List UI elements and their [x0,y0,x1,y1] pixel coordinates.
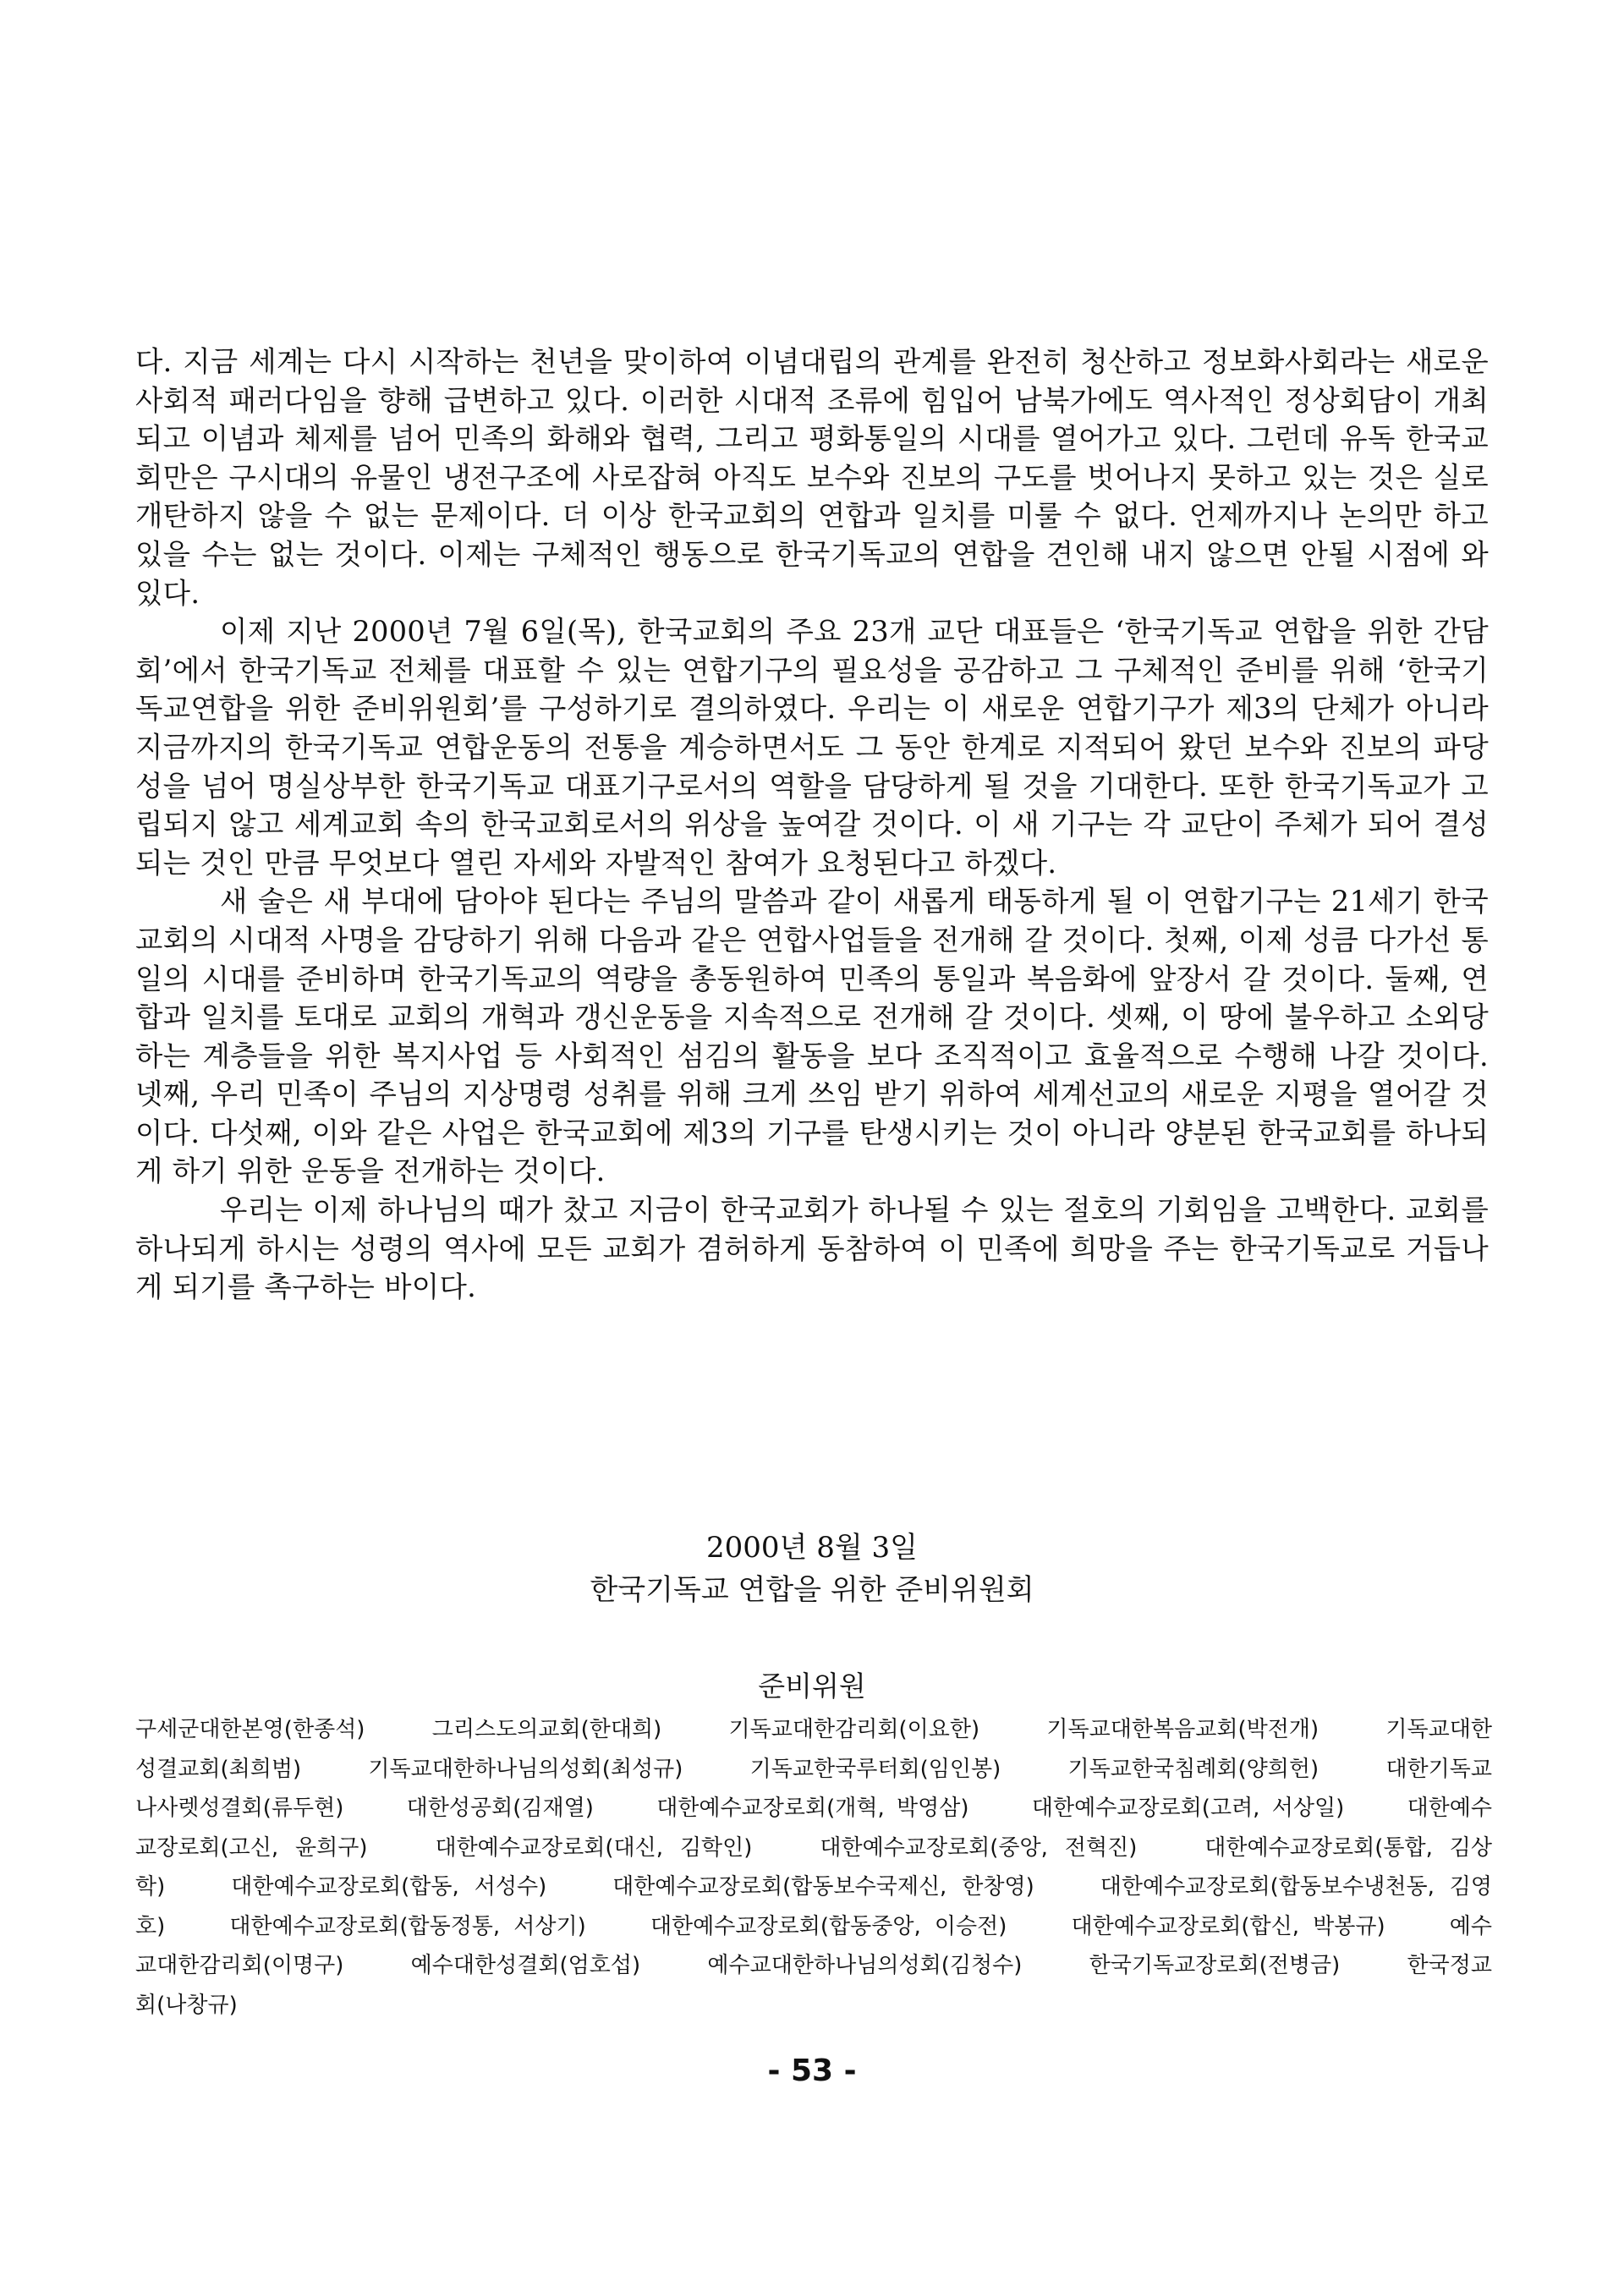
member-item: 대한예수교장로회(합동보수국제신, 한창영) [612,1874,1034,1900]
member-item: 기독교대한하나님의성회(최성규) [368,1756,683,1782]
committee-member-list [135,1710,1492,2025]
paragraph-1: 다. 지금 세계는 다시 시작하는 천년을 맞이하여 이념대립의 관계를 완전히 청산하고 정보화사회라는 새로운 사회적 패러다임을 향해 급변하고 있다. 이러한 시대적 조류에 힘입어 남북가에도 역사적인 정상회담이 개최되고 이념과 체제를 넘어 민족의 화해와 협력, 그리고 평화통일의 시대를 열어가고 있다. 그런데 유독 한국교회만은 구시대의 유물인 냉전구조에 사로잡혀 아직도 보수와 진보의 구도를 벗어나지 못하고 있는 것은 실로 개탄하지 않을 수 없는 문제이다. 더 이상 한국교회의 연합과 일치를 미룰 수 없다. 언제까지나 논의만 하고 있을 수는 없는 것이다. 이제는 구체적인 행동으로 한국기독교의 연합을 견인해 내지 않으면 안될 시점에 와 있다. [135,345,1489,610]
paragraph-3: 새 술은 새 부대에 담아야 된다는 주님의 말씀과 같이 새롭게 태동하게 될 이 연합기구는 21세기 한국교회의 시대적 사명을 감당하기 위해 다음과 같은 연합사업들을 전개해 갈 것이다. 첫째, 이제 성큼 다가선 통일의 시대를 준비하며 한국기독교의 역량을 총동원하여 민족의 통일과 복음화에 앞장서 갈 것이다. 둘째, 연합과 일치를 토대로 교회의 개혁과 갱신운동을 지속적으로 전개해 갈 것이다. 셋째, 이 땅에 불우하고 소외당하는 계층들을 위한 복지사업 등 사회적인 섬김의 활동을 보다 조직적이고 효율적으로 수행해 나갈 것이다. 넷째, 우리 민족이 주님의 지상명령 성취를 위해 크게 쓰임 받기 위하여 세계선교의 새로운 지평을 열어갈 것이다. 다섯째, 이와 같은 사업은 한국교회에 제3의 기구를 탄생시키는 것이 아니라 양분된 한국교회를 하나되게 하기 위한 운동을 전개하는 것이다. [135,885,1489,1188]
signature-date: 2000년 8월 3일 [706,1531,918,1565]
member-item: 대한예수교장로회(고려, 서상일) [1031,1796,1345,1821]
member-item: 기독교대한성결교회(최희범) [135,1717,1493,1782]
member-item: 대한예수교장로회(통합, 김상학) [135,1834,1492,1900]
member-item: 기독교대한감리회(이요한) [728,1717,980,1742]
paragraph-4: 우리는 이제 하나님의 때가 찼고 지금이 한국교회가 하나될 수 있는 절호의 기회임을 고백한다. 교회를 하나되게 하시는 성령의 역사에 모든 교회가 겸허하게 동참하여 이 민족에 희망을 주는 한국기독교로 거듭나게 되기를 촉구하는 바이다. [135,1193,1489,1304]
member-item: 예수대한성결회(엄호섭) [410,1953,641,1978]
member-item: 한국정교회(나창규) [135,1953,1493,2018]
signature-organization: 한국기독교 연합을 위한 준비위원회 [590,1573,1034,1607]
committee-title: 준비위원 [758,1670,866,1703]
page-number: - 53 - [767,2053,857,2088]
member-item: 예수교대한감리회(이명구) [135,1913,1493,1978]
member-item: 대한예수교장로회(개혁, 박영삼) [656,1796,969,1821]
paragraph-2: 이제 지난 2000년 7월 6일(목), 한국교회의 주요 23개 교단 대표들은 ‘한국기독교 연합을 위한 간담회’에서 한국기독교 전체를 대표할 수 있는 연합기구의 필요성을 공감하고 그 구체적인 준비를 위해 ‘한국기독교연합을 위한 준비위원회’를 구성하기로 결의하였다. 우리는 이 새로운 연합기구가 제3의 단체가 아니라 지금까지의 한국기독교 연합운동의 전통을 계승하면서도 그 동안 한계로 지적되어 왔던 보수와 진보의 파당성을 넘어 명실상부한 한국기독교 대표기구로서의 역할을 담당하게 될 것을 기대한다. 또한 한국기독교가 고립되지 않고 세계교회 속의 한국교회로서의 위상을 높여갈 것이다. 이 새 기구는 각 교단이 주체가 되어 결성되는 것인 만큼 무엇보다 열린 자세와 자발적인 참여가 요청된다고 하겠다. [135,615,1489,880]
member-item: 대한예수교장로회(중앙, 전혁진) [820,1834,1138,1861]
member-item: 구세군대한본영(한종석) [135,1717,365,1742]
member-item: 대한예수교장로회(고신, 윤희구) [135,1796,1493,1861]
member-item: 대한예수교장로회(합동정통, 서상기) [229,1913,586,1939]
member-item: 대한예수교장로회(대신, 김학인) [435,1834,753,1861]
member-item: 대한성공회(김재열) [406,1796,594,1821]
member-item: 기독교한국루터회(임인봉) [749,1756,1001,1782]
member-item: 한국기독교장로회(전병금) [1089,1953,1341,1978]
member-item: 예수교대한하나님의성회(김청수) [707,1953,1023,1978]
member-item: 기독교한국침례회(양희헌) [1067,1756,1320,1782]
member-item: 대한예수교장로회(합동중앙, 이승전) [650,1913,1007,1939]
member-item: 대한예수교장로회(합신, 박봉규) [1071,1913,1385,1939]
member-item: 그리스도의교회(한대희) [431,1717,662,1742]
statement-body [135,343,1489,1307]
member-item: 대한기독교나사렛성결회(류두현) [135,1756,1493,1821]
member-item: 대한예수교장로회(합동보수냉천동, 김영호) [135,1874,1493,1939]
member-item: 기독교대한복음교회(박전개) [1046,1717,1320,1742]
member-item: 대한예수교장로회(합동, 서성수) [231,1874,547,1900]
